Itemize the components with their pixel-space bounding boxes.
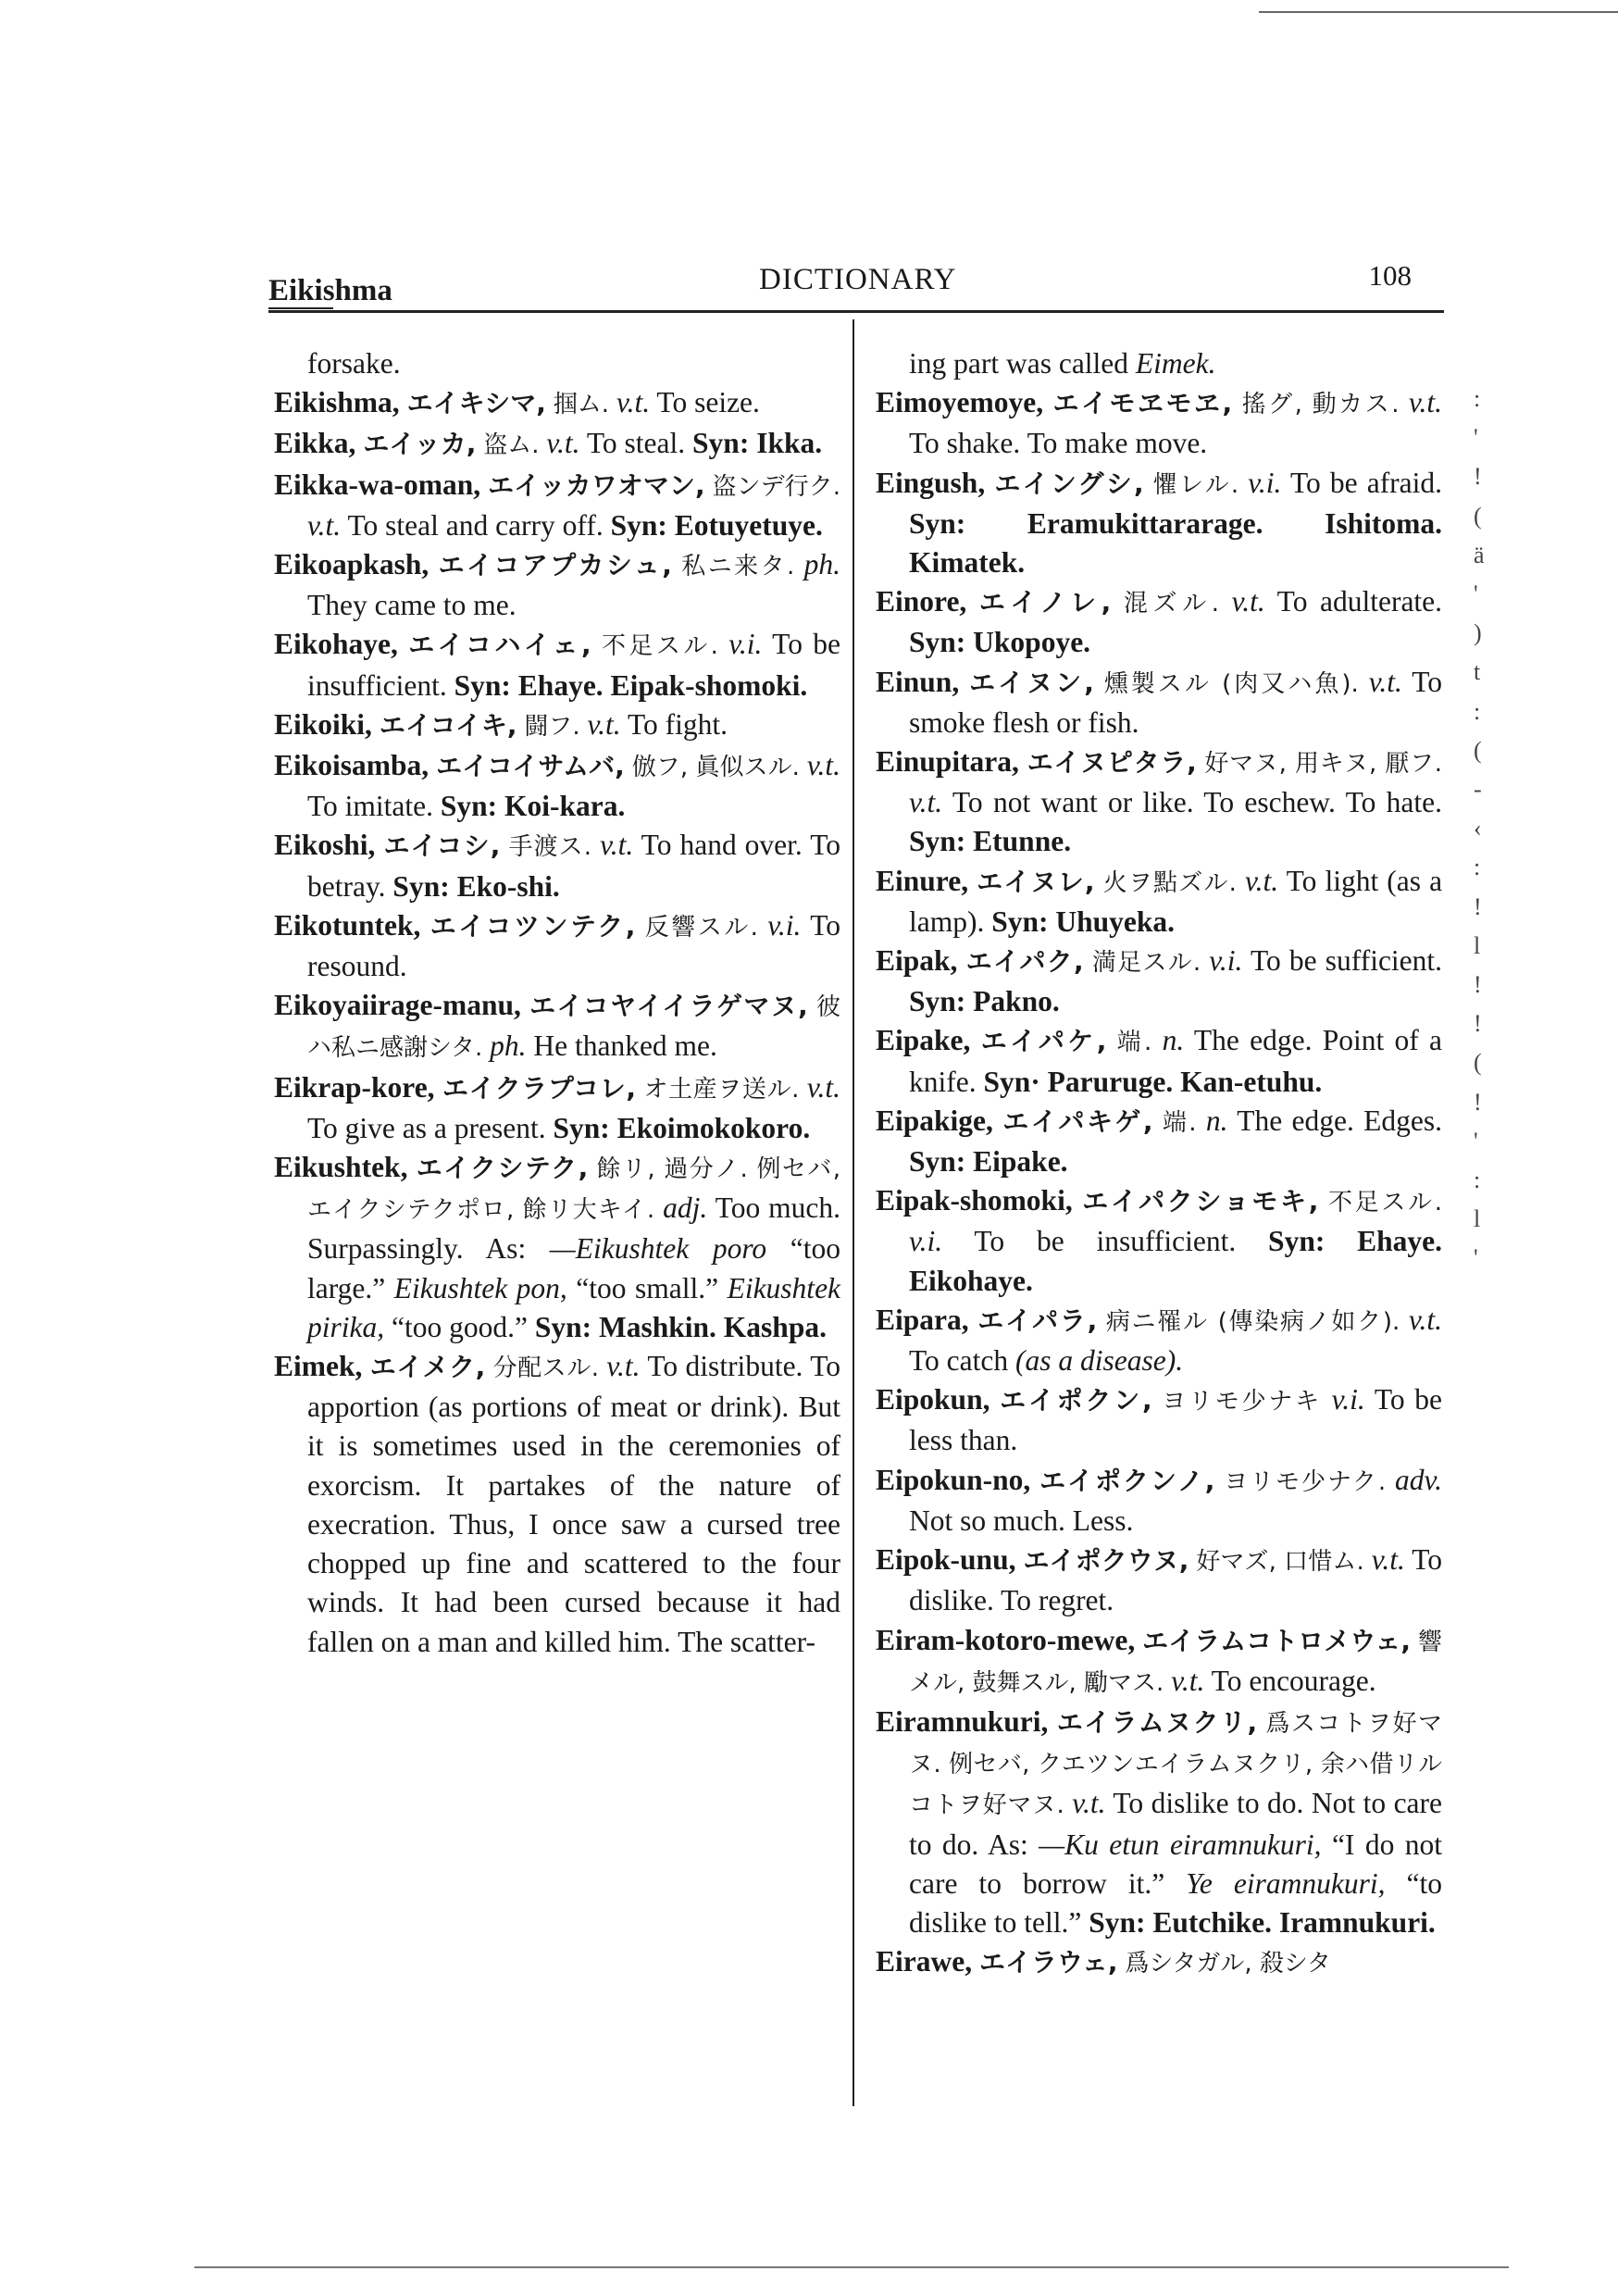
- part-of-speech: v.t.: [587, 707, 621, 741]
- dictionary-entry: [274, 625, 840, 705]
- katakana-reading: エイクラプコレ,: [442, 1072, 636, 1104]
- example: Eikushtek pon,: [393, 1271, 567, 1304]
- katakana-reading: エイングシ,: [994, 468, 1144, 499]
- headword: Eingush,: [876, 466, 986, 499]
- headword: Eikishma,: [274, 386, 400, 419]
- dictionary-entry: [274, 906, 840, 986]
- part-of-speech: v.t.: [1408, 386, 1443, 419]
- japanese-gloss: 火ヲ點ズル.: [1102, 868, 1237, 897]
- english-definition: To be insufficient.: [307, 628, 841, 702]
- japanese-gloss: 彼ハ私ニ感謝シタ.: [307, 993, 841, 1063]
- dictionary-entry: [876, 663, 1442, 742]
- example-translation: “too large.”: [307, 1232, 841, 1304]
- headword: Eimek,: [274, 1350, 363, 1383]
- japanese-gloss: 闘フ.: [524, 712, 580, 741]
- english-definition: To give as a present.: [307, 1111, 546, 1144]
- synonyms: Eipake.: [973, 1145, 1068, 1179]
- english-definition: To be sufficient.: [1250, 944, 1443, 978]
- dictionary-entry: [274, 705, 840, 746]
- synonym-label: Syn·: [983, 1065, 1040, 1098]
- synonym-label: Syn:: [909, 626, 966, 659]
- japanese-gloss: 好マズ, 口惜ム.: [1196, 1548, 1364, 1577]
- part-of-speech: v.i.: [767, 908, 802, 942]
- synonyms: Mashkin. Kashpa.: [599, 1310, 827, 1343]
- synonym-label: Syn:: [392, 869, 450, 903]
- katakana-reading: エイコヤイイラゲマヌ,: [529, 991, 808, 1022]
- japanese-gloss: 響メル, 鼓舞スル, 勵マス.: [909, 1628, 1443, 1697]
- headword: Eikoiki,: [274, 707, 372, 741]
- japanese-gloss: 倣フ, 眞似スル.: [631, 754, 800, 782]
- example: —Eikushtek poro: [549, 1232, 767, 1266]
- synonym-label: Syn:: [991, 905, 1049, 938]
- katakana-reading: エイパキゲ,: [1002, 1105, 1153, 1137]
- part-of-speech: adv.: [1395, 1463, 1443, 1496]
- part-of-speech: v.t.: [1231, 585, 1265, 618]
- english-definition: To be less than.: [909, 1383, 1443, 1457]
- dictionary-entry: [274, 826, 840, 905]
- dictionary-entry: [876, 464, 1442, 583]
- katakana-reading: エイモヱモヱ,: [1052, 388, 1233, 419]
- margin-mark: ': [1474, 1127, 1478, 1154]
- part-of-speech: n.: [1162, 1024, 1185, 1057]
- synonyms: Eutchike. Iramnukuri.: [1152, 1905, 1436, 1939]
- dictionary-entry: [876, 862, 1442, 942]
- headword: Eimoyemoye,: [876, 386, 1044, 419]
- katakana-reading: エイパクショモキ,: [1082, 1186, 1319, 1217]
- page-number: 108: [1368, 259, 1412, 292]
- katakana-reading: エイコイサムバ,: [436, 751, 625, 782]
- left-column: [274, 344, 840, 1662]
- japanese-gloss: 病ニ罹ル (傳染病ノ如ク).: [1105, 1307, 1400, 1336]
- dictionary-entry: [876, 1703, 1442, 1942]
- katakana-reading: エイコツンテク,: [429, 910, 636, 942]
- synonyms: Etunne.: [973, 825, 1072, 858]
- margin-mark: :: [1474, 385, 1481, 412]
- synonym-label: Syn:: [454, 668, 511, 702]
- headword: Eipak-shomoki,: [876, 1184, 1073, 1217]
- part-of-speech: v.t.: [616, 386, 651, 419]
- synonyms: Uhuyeka.: [1055, 905, 1176, 938]
- margin-mark: -: [1474, 776, 1482, 804]
- running-title: DICTIONARY: [759, 263, 957, 296]
- example: Eikushtek pirika,: [307, 1271, 841, 1343]
- dictionary-entry: [876, 1181, 1442, 1301]
- header-rule: [268, 310, 1444, 313]
- japanese-gloss: 端.: [1116, 1029, 1152, 1057]
- margin-mark: ': [1474, 424, 1478, 452]
- margin-mark: l: [1474, 1205, 1481, 1233]
- part-of-speech: v.i.: [909, 1225, 943, 1258]
- dictionary-entry: [274, 545, 840, 625]
- synonyms: Ekoimokokoro.: [616, 1111, 811, 1144]
- dictionary-entry: [274, 466, 840, 545]
- headword: Eipakige,: [876, 1104, 993, 1137]
- example: (as a disease).: [1015, 1344, 1184, 1378]
- english-definition: To light (as a lamp).: [909, 864, 1443, 938]
- example: Eimek.: [1135, 347, 1216, 380]
- english-definition: To steal.: [586, 427, 686, 460]
- margin-mark: !: [1474, 892, 1482, 920]
- katakana-reading: エイコハイェ,: [408, 630, 591, 661]
- katakana-reading: エイッカワオマン,: [488, 469, 705, 501]
- english-definition: They came to me.: [307, 589, 517, 622]
- synonym-label: Syn:: [692, 427, 750, 460]
- synonyms: Eramukittararage. Ishitoma. Kimatek.: [909, 506, 1442, 580]
- katakana-reading: エイクシテク,: [416, 1153, 589, 1184]
- part-of-speech: v.t.: [806, 749, 841, 782]
- synonym-label: Syn:: [909, 825, 966, 858]
- english-definition: Not so much. Less.: [909, 1504, 1134, 1537]
- dictionary-entry: [876, 942, 1442, 1021]
- english-definition: To smoke flesh or fish.: [909, 665, 1443, 739]
- japanese-gloss: 反響スル.: [644, 913, 758, 942]
- synonyms: Pakno.: [973, 985, 1060, 1018]
- dictionary-entry: [274, 1347, 840, 1662]
- headword: Eirawe,: [876, 1945, 973, 1978]
- headword: Eikoyaiirage-manu,: [274, 989, 521, 1022]
- english-definition: To fight.: [627, 707, 728, 741]
- example: —Ku etun eiramnukuri,: [1039, 1828, 1322, 1861]
- english-definition: To be afraid.: [1289, 466, 1443, 499]
- part-of-speech: ph.: [803, 548, 841, 581]
- part-of-speech: v.t.: [1171, 1664, 1205, 1697]
- margin-mark: (: [1474, 736, 1482, 764]
- synonym-label: Syn:: [1268, 1225, 1326, 1258]
- japanese-gloss: オ土産ヲ送ル.: [643, 1075, 800, 1104]
- english-definition: To not want or like. To eschew. To hate.: [952, 786, 1442, 819]
- scan-edge-top: [1259, 11, 1618, 13]
- headword: Eikoapkash,: [274, 548, 429, 581]
- english-definition: To seize.: [656, 386, 760, 419]
- japanese-gloss: 懼レル.: [1152, 470, 1239, 499]
- dictionary-entry: [274, 1148, 840, 1347]
- katakana-reading: エイパラ,: [977, 1304, 1098, 1336]
- japanese-gloss: 餘リ, 過分ノ. 例セバ, エイクシテクポロ, 餘リ大キイ.: [307, 1155, 841, 1225]
- dictionary-entry: [876, 1021, 1442, 1101]
- part-of-speech: v.t.: [1368, 665, 1402, 698]
- english-definition: To catch: [909, 1344, 1009, 1378]
- english-definition: To imitate.: [307, 790, 434, 823]
- katakana-reading: エイパク,: [965, 946, 1084, 978]
- header-rule-accent: [268, 307, 333, 309]
- katakana-reading: エイコシ,: [383, 830, 501, 862]
- english-definition: To be insufficient.: [974, 1225, 1237, 1258]
- margin-mark: (: [1474, 1049, 1482, 1077]
- katakana-reading: エイッカ,: [363, 429, 477, 460]
- margin-mark: ': [1474, 1244, 1478, 1272]
- part-of-speech: v.t.: [909, 786, 943, 819]
- headword: Eikka,: [274, 427, 356, 460]
- japanese-gloss: 端.: [1162, 1108, 1197, 1137]
- katakana-reading: エイポクンノ,: [1039, 1465, 1215, 1496]
- page-header: [268, 259, 1444, 306]
- dictionary-entry: [876, 1380, 1442, 1460]
- english-definition: To steal and carry off.: [347, 508, 604, 542]
- synonyms: Ikka.: [756, 427, 823, 460]
- japanese-gloss: 不足スル.: [601, 632, 718, 661]
- synonym-label: Syn:: [553, 1111, 610, 1144]
- katakana-reading: エイヌン,: [969, 667, 1094, 698]
- margin-mark: :: [1474, 854, 1481, 881]
- synonym-label: Syn:: [909, 506, 966, 540]
- japanese-gloss: 好マヌ, 用キヌ, 厭フ.: [1204, 750, 1443, 779]
- margin-marks: [1474, 380, 1492, 1279]
- headword: Eiram-kotoro-mewe,: [876, 1623, 1136, 1656]
- margin-mark: !: [1474, 1010, 1482, 1038]
- right-column: [876, 344, 1442, 1983]
- japanese-gloss: 搖グ, 動カス.: [1241, 391, 1400, 419]
- headword: Einupitara,: [876, 745, 1019, 779]
- margin-mark: ': [1474, 580, 1478, 608]
- part-of-speech: v.i.: [1248, 466, 1282, 499]
- synonyms: Paruruge. Kan-etuhu.: [1047, 1065, 1323, 1098]
- katakana-reading: エイノレ,: [978, 587, 1112, 618]
- english-definition: The edge. Edges.: [1237, 1104, 1442, 1137]
- margin-mark: t: [1474, 658, 1481, 686]
- part-of-speech: v.t.: [307, 508, 342, 542]
- margin-mark: :: [1474, 697, 1481, 725]
- headword: Eiramnukuri,: [876, 1704, 1049, 1738]
- english-definition: To adulterate.: [1276, 585, 1443, 618]
- part-of-speech: v.i.: [1209, 944, 1243, 978]
- japanese-gloss: 満足スル.: [1091, 949, 1201, 978]
- dictionary-entry: [274, 986, 840, 1067]
- katakana-reading: エイキシマ,: [406, 388, 546, 419]
- headword: Eikohaye,: [274, 628, 398, 661]
- headword: Eikoshi,: [274, 829, 376, 862]
- japanese-gloss: 私ニ来タ.: [681, 553, 795, 581]
- katakana-reading: エイポクン,: [1000, 1385, 1152, 1416]
- japanese-gloss: 爲シタガル, 殺シタ: [1125, 1950, 1331, 1978]
- dictionary-entry: [876, 1301, 1442, 1380]
- column-divider: [853, 319, 854, 2106]
- english-definition: To dislike to do. Not to care to do. As:: [909, 1787, 1443, 1861]
- dictionary-entry: [876, 1942, 1442, 1983]
- japanese-gloss: 盗ム.: [483, 431, 540, 460]
- japanese-gloss: 分配スル.: [492, 1354, 599, 1383]
- katakana-reading: エイラムコトロメウェ,: [1142, 1625, 1412, 1656]
- part-of-speech: adj.: [663, 1192, 708, 1225]
- part-of-speech: v.t.: [1408, 1303, 1443, 1336]
- margin-mark: !: [1474, 1088, 1482, 1116]
- margin-mark: ‹: [1474, 815, 1482, 842]
- part-of-speech: v.t.: [1371, 1543, 1405, 1577]
- headword: Eikoisamba,: [274, 749, 429, 782]
- synonym-label: Syn:: [909, 1145, 966, 1179]
- synonyms: Ehaye. Eipak-shomoki.: [517, 668, 808, 702]
- headword: Eipara,: [876, 1303, 969, 1336]
- headword: Eikushtek,: [274, 1151, 408, 1184]
- dictionary-entry: [876, 383, 1442, 463]
- katakana-reading: エイラウェ,: [978, 1947, 1118, 1978]
- english-definition: To dislike. To regret.: [909, 1543, 1443, 1617]
- margin-mark: !: [1474, 971, 1482, 999]
- dictionary-entry: [876, 1102, 1442, 1181]
- scan-edge-bottom: [194, 2266, 1509, 2268]
- katakana-reading: エイポクウヌ,: [1023, 1545, 1189, 1577]
- dictionary-entry: [274, 746, 840, 826]
- synonyms: Eko-shi.: [456, 869, 560, 903]
- headword: Eikrap-kore,: [274, 1070, 435, 1104]
- english-definition: The edge. Point of a knife.: [909, 1024, 1443, 1098]
- part-of-speech: v.i.: [728, 628, 763, 661]
- synonym-label: Syn:: [440, 790, 498, 823]
- japanese-gloss: 燻製スル (肉又ハ魚).: [1103, 669, 1359, 698]
- headword: Einure,: [876, 864, 969, 897]
- dictionary-entry: [274, 424, 840, 465]
- katakana-reading: エイメク,: [369, 1352, 486, 1383]
- part-of-speech: v.i.: [1331, 1383, 1365, 1416]
- english-definition: To encourage.: [1211, 1664, 1376, 1697]
- japanese-gloss: 盗ンデ行ク.: [712, 472, 841, 501]
- margin-mark: (: [1474, 502, 1482, 530]
- part-of-speech: v.t.: [606, 1350, 641, 1383]
- headword: Eipokun,: [876, 1383, 990, 1416]
- example-translation: “too good.”: [392, 1310, 528, 1343]
- margin-mark: ä: [1474, 541, 1485, 568]
- katakana-reading: エイパケ,: [980, 1026, 1107, 1057]
- japanese-gloss: ヨリモ少ナク.: [1224, 1467, 1387, 1496]
- dictionary-entry: [876, 1461, 1442, 1541]
- synonym-label: Syn:: [610, 508, 667, 542]
- english-definition: forsake.: [307, 347, 401, 380]
- part-of-speech: ph.: [490, 1029, 527, 1063]
- dictionary-entry: [876, 1621, 1442, 1703]
- english-definition: He thanked me.: [533, 1029, 717, 1063]
- english-definition: To hand over. To betray.: [307, 829, 841, 903]
- part-of-speech: v.t.: [546, 427, 580, 460]
- dictionary-entry: [876, 742, 1442, 862]
- headword: Eipokun-no,: [876, 1463, 1031, 1496]
- part-of-speech: v.t.: [600, 829, 634, 862]
- part-of-speech: v.t.: [806, 1070, 841, 1104]
- english-definition: To resound.: [307, 908, 841, 983]
- example-translation: “I do not care to borrow it.”: [909, 1828, 1442, 1900]
- synonyms: Ehaye. Eikohaye.: [909, 1225, 1443, 1297]
- headword: Eipak,: [876, 944, 958, 978]
- synonym-label: Syn:: [909, 985, 966, 1018]
- part-of-speech: v.t.: [1072, 1787, 1106, 1820]
- example-translation: “too small.”: [576, 1271, 719, 1304]
- english-definition: Too much. Surpassingly. As:: [307, 1192, 841, 1266]
- headword: Eikotuntek,: [274, 908, 421, 942]
- margin-mark: ): [1474, 619, 1482, 647]
- margin-mark: :: [1474, 1167, 1481, 1194]
- japanese-gloss: ヨリモ少ナキ: [1162, 1388, 1322, 1416]
- headword: Einun,: [876, 665, 960, 698]
- margin-mark: !: [1474, 463, 1482, 491]
- margin-mark: l: [1474, 931, 1481, 959]
- headword: Einore,: [876, 585, 967, 618]
- english-definition: ing part was called: [909, 347, 1129, 380]
- katakana-reading: エイコイキ,: [379, 709, 517, 741]
- english-definition: To shake. To make move.: [909, 427, 1208, 460]
- headword: Eipake,: [876, 1024, 971, 1057]
- japanese-gloss: 爲スコトヲ好マヌ. 例セバ, クエツンエイラムヌクリ, 余ハ借リルコトヲ好マヌ.: [909, 1709, 1443, 1820]
- running-headword: Eikishma: [268, 274, 392, 307]
- katakana-reading: エイヌレ,: [977, 866, 1095, 897]
- dictionary-entry: [274, 1068, 840, 1148]
- english-definition: To distribute. To apportion (as portions of meat or drink). But it is sometimes used in the ceremonies of exorcism. It partakes of the nature of execration. Thus, I once saw a cursed tree chopped up fine and scattered to the four winds. It had been cursed because it had fallen on a man and killed him. The scatter-: [307, 1350, 841, 1658]
- example: Ye eiramnukuri,: [1186, 1866, 1386, 1900]
- katakana-reading: エイヌピタラ,: [1027, 747, 1197, 779]
- synonyms: Ukopoye.: [973, 626, 1091, 659]
- katakana-reading: エイコアプカシュ,: [438, 550, 672, 581]
- synonym-label: Syn:: [1089, 1905, 1146, 1939]
- headword: Eipok-unu,: [876, 1543, 1016, 1577]
- dictionary-entry: [876, 582, 1442, 662]
- japanese-gloss: 混ズル.: [1123, 590, 1220, 618]
- part-of-speech: v.t.: [1244, 864, 1279, 897]
- japanese-gloss: 不足スル.: [1327, 1189, 1443, 1217]
- dictionary-entry: [274, 383, 840, 424]
- dictionary-entry: [876, 344, 1442, 383]
- japanese-gloss: 掴ム.: [553, 391, 610, 419]
- japanese-gloss: 手渡ス.: [508, 833, 592, 862]
- example-translation: “to dislike to tell.”: [909, 1866, 1443, 1939]
- synonym-label: Syn:: [534, 1310, 592, 1343]
- synonyms: Koi-kara.: [504, 790, 626, 823]
- katakana-reading: エイラムヌクリ,: [1056, 1706, 1258, 1738]
- synonyms: Eotuyetuye.: [674, 508, 823, 542]
- headword: Eikka-wa-oman,: [274, 468, 481, 501]
- dictionary-entry: [876, 1541, 1442, 1620]
- dictionary-entry: [274, 344, 840, 383]
- part-of-speech: n.: [1205, 1104, 1228, 1137]
